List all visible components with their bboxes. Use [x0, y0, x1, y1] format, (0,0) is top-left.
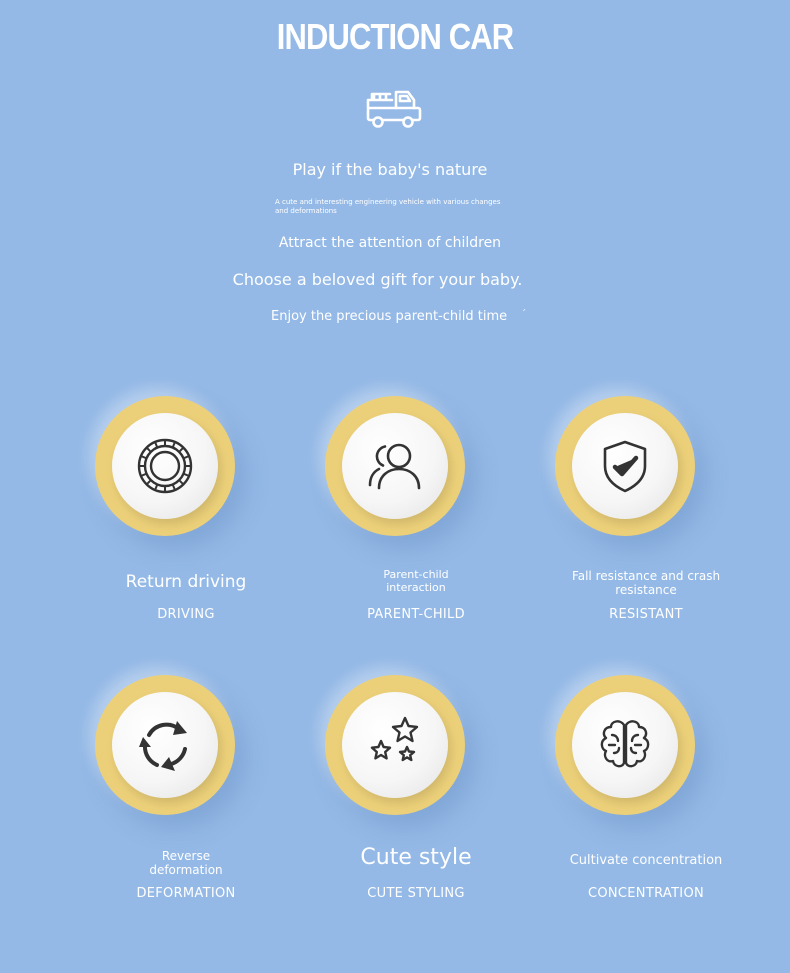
- feature-ring: [95, 396, 235, 536]
- feature-title: Return driving: [125, 572, 247, 592]
- feature-ring: [95, 675, 235, 815]
- tagline-text: Enjoy the precious parent-child time: [271, 309, 508, 324]
- feature-title: Parent-child interaction: [383, 568, 449, 594]
- feature-subtitle: CUTE STYLING: [367, 886, 465, 901]
- stars-icon: [365, 715, 425, 775]
- feature-disc: [342, 692, 448, 798]
- feature-disc: [112, 692, 218, 798]
- tagline-nature: Play if the baby's nature: [292, 160, 488, 179]
- feature-title: Cute style: [360, 845, 472, 870]
- page-title: INDUCTION CAR: [276, 16, 514, 57]
- tagline-attention: Attract the attention of children: [278, 235, 502, 251]
- feature-title: Cultivate concentration: [569, 853, 723, 868]
- feature-ring: [555, 396, 695, 536]
- feature-disc: [572, 692, 678, 798]
- feature-deformation: [71, 675, 301, 945]
- feature-subtitle: DRIVING: [157, 607, 215, 622]
- brain-icon: [595, 715, 655, 775]
- tagline-description: A cute and interesting engineering vehicle with various changes and deformations: [275, 198, 501, 215]
- users-icon: [365, 436, 425, 496]
- feature-title: Reverse deformation: [149, 849, 223, 877]
- feature-parent-child: [301, 396, 531, 666]
- feature-subtitle: DEFORMATION: [136, 886, 236, 901]
- feature-subtitle: PARENT-CHILD: [367, 607, 465, 622]
- tire-icon: [135, 436, 195, 496]
- refresh-icon: [135, 715, 195, 775]
- feature-return-driving: [71, 396, 301, 666]
- truck-icon: [364, 86, 424, 130]
- tagline-gift: Choose a beloved gift for your baby.: [232, 270, 523, 289]
- feature-concentration: [531, 675, 761, 945]
- feature-ring: [325, 675, 465, 815]
- tagline-mark: ´: [521, 309, 527, 320]
- feature-disc: [342, 413, 448, 519]
- feature-subtitle: RESISTANT: [609, 607, 683, 622]
- tagline-parent-child: [271, 309, 526, 324]
- feature-subtitle: CONCENTRATION: [587, 886, 704, 901]
- feature-resistant: [531, 396, 761, 666]
- shield-check-icon: [595, 436, 655, 496]
- feature-ring: [555, 675, 695, 815]
- feature-cute-style: [301, 675, 531, 945]
- feature-ring: [325, 396, 465, 536]
- feature-title: Fall resistance and crash resistance: [571, 569, 721, 597]
- feature-disc: [112, 413, 218, 519]
- feature-disc: [572, 413, 678, 519]
